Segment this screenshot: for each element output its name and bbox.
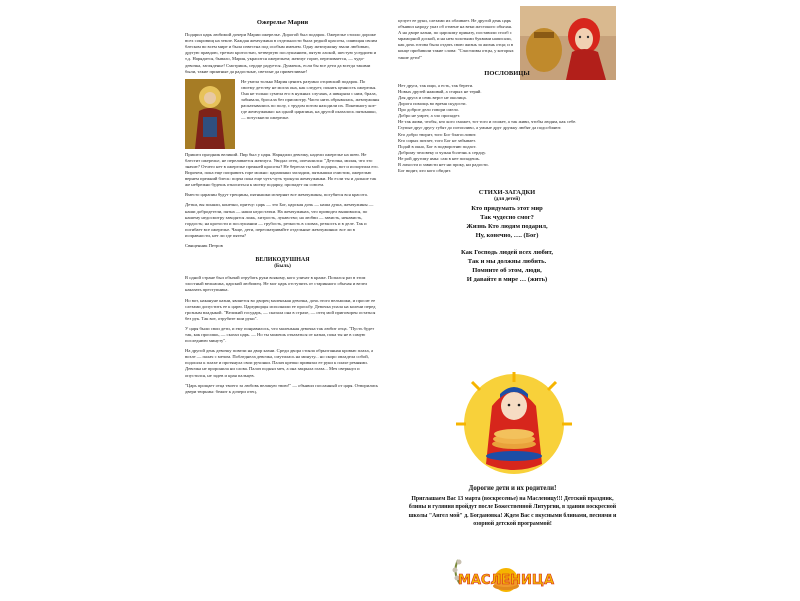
story-paragraph: В одной стране был обычай отрубать руки всякому, кого уличат в краже. Попался раз в этом злостный вельможа, царский любимец. Не мог царь отступить от старинного обычая и велел наказать преступника. <box>185 275 368 293</box>
announcement-text: Приглашаем Вас 13 марта (воскресенье) на Масленицу!!! Детский праздник, блины и гуляния пройдут после Божественной Литургии, в здании воскресной школы "Ангел мой" д. Богдановка! Ждем Вас с вкусными блинами, песнями и озорной детской программой! <box>408 496 617 527</box>
poem-line: Жизнь Кто людям подарил, <box>466 223 548 231</box>
proverb-item: Кто добро творит, того Бог благословит. <box>398 131 477 137</box>
poems-subtitle: (для детей) <box>494 196 520 203</box>
story-continuation: целует ее руки, слезами их обливает. Не другой день царь объявил народу указ об отмене на веки жестокого обычая. А на дворе казни, по царскому приказу, поставили столб с мраморной доской, и на нем золотыми буквами написали, как дочь готова была отдать свою жизнь за жизнь отца; и в конце прибавили такие слова: "Счастливы отцы, у которых такие дети!" <box>398 18 514 60</box>
proverb-item: Глупые друг другу губят до потопливо, а умные друг дружку любят да подсобляют. <box>398 125 562 131</box>
story-paragraph: "Царь прощает отца твоего за любовь великую твою!" — объявил посланный от царя. Отворились двери тюрьмы: бежит к дочери отец, <box>185 382 379 394</box>
proverb-item: Кто сирых питает, того Бог не забывает. <box>398 137 476 143</box>
story-paragraph: Пришел праздник великий. Пир был у царя. Нарядили девочку, надели ожерелье на шею. Не блестит ожерелье, не переливается жемчуга. Увидал отец, опечалился: "Деточка, милая, что это значит? Отчего нет в ожерелье прежней красоты? Не берегла ты мой подарок, вот и испортила его. Впрочем, пока еще поправить горе можно: царапинки загладим, пятнышки очистим, ожерелью вернем прежний блеск: порча пока еще чуть-чуть тронула жемчужинки. Но если ты и дальше так же небрежно будешь относиться к моему подарку, пропадет он совсем. <box>185 151 379 188</box>
poem-line: Как Господь людей всех любит, <box>460 249 553 257</box>
left-column <box>185 20 380 399</box>
proverb-item: Добро не умрет, а зло пропадет. <box>398 113 461 119</box>
logo-text: МАСЛЕНИЦА <box>457 573 555 588</box>
proverb-item: Не так живи, чтобы, кто кого сможет, тот того и гложет, а так живи, чтобы людям, как себе. <box>398 119 577 125</box>
right-column <box>398 18 616 284</box>
story-paragraph: Вместо царапин будут трещины, пятнышки исчернят все жемчужины, погубятся вся красота. <box>185 192 368 198</box>
story-paragraph: На другой день девочку повели на двор казни. Среди двора стояла обрызганная кровью плаха, а возле — палач с мечом. Побледнела девочка, смутилась на минуту... но скоро овладела собой, подошла к плахе и протянула свои ручонки. Палач крепко привязал ее руки к плахе ремнями. Девочка не проронила ни слова. Палач поднял меч, а она закрыла глаза... Меч сверкнул и опустился, не задев и края пальцев. <box>185 348 374 378</box>
maslenitsa-logo <box>442 552 570 596</box>
story-paragraph: Не умела только Мария ценить разумно отцовский подарок. По своему детству не могла она, как следует, понять ценность ожерелья. Она не только сумела его в нужных случаях, а швыряла с ним, брала, забывала, бросала без присмотру. Часто нить обрывалась, жемчужины раскатывались по полу, с трудом потом находили их. Понемногу кое-где жемчужинки: на одной царапина, на другой оказалось пятнышко, — потускнело ожерелье. <box>241 78 380 121</box>
proverb-item: Доброму человеку и чужая болезнь к сердцу. <box>398 149 486 155</box>
proverb-item: Новых друзей наживай, а старых не теряй. <box>398 88 482 94</box>
author-signature: Священник Петров <box>185 242 223 248</box>
icon-image-wrapper <box>185 79 235 149</box>
riddle-poem-1 <box>398 204 616 240</box>
riddle-poem-2 <box>398 248 616 284</box>
proverb-item: Бог видит, кто кого обидит. <box>398 168 452 174</box>
orthodox-icon-image <box>185 79 235 149</box>
story-subtitle: (Быль) <box>274 263 291 270</box>
poem-line: Ну, конечно, …. (Бог) <box>475 232 539 240</box>
poems-title: СТИХИ-ЗАГАДКИ <box>478 189 536 197</box>
announcement <box>405 485 620 528</box>
proverb-item: Дорога помощь во время скудости. <box>398 101 467 107</box>
story-paragraph: Но вот, накануне казни, является во дворец маленькая девочка, дочь этого вельможи, и просит ее слезами допустить ее к царю. Царедворцы исполнили ее просьбу. Девочка упала на колени перед грозным владыкой. "Великий государь, — сказала она в страхе, — отец мой приговорен остаться без рук. Так вот, отрубите мои руки". <box>185 297 376 321</box>
proverb-item: Про доброе дело говори смело. <box>398 107 460 113</box>
poem-line: И давайте в мире … (жить) <box>466 276 548 284</box>
story-paragraph: Подарил царь любимой дочери Марии ожерелье. Дорогой был подарок. Ожерелье стоило дороже всех сокровищ на земле. Каждая жемчужина в отдельности была редкой красоты, сияющая своим блеском во всем мире и была известна под особым именем. Одну жемчужину звали любовью, другую правдою, третью кротостью, четвертую послушанием, пятую лаской, шестую усердием и т.д. Нарядится, бывало, Мария, украсится ожерельем; жемчуг горит, переливается, — чудо-девочка, загляденье! Смотришь, сердце радуется. Думаешь, если бы все дети да всегда такими были, такие приятные да радостные, светлые да приветливые! <box>185 32 378 74</box>
proverb-item: Подай в окно, Бог в подворотню подаст. <box>398 143 477 149</box>
proverbs-title: ПОСЛОВИЦЫ <box>484 69 530 77</box>
proverb-item: Для друга и семь верст не околица. <box>398 94 467 100</box>
poem-line: Так чудесно смог? <box>480 214 534 222</box>
poem-line: Так и мы должны любить. <box>467 258 547 266</box>
proverb-item: Нет друга, так ищи, а есть, так береги. <box>398 82 474 88</box>
story-paragraph: Детки, вы поняли, конечно, притчу: царь — это Бог, царская дочь — наша душа, жемчужины — наши добродетели, пятна — наши недостатки. На жемчужинах, что провидел вышивался, по нашему недосмотру заводятся ложь, хитрость, лукавство; на любви — зависть, ненависть, гордость; на кротости и послушании — грубость, резкость в словах, резкость и в деле. Так и погибает все ожерелье. Чаще, дети, пересматривайте отдельные жемчужинки: все ли в исправности, нет ли где пятен? <box>185 202 374 238</box>
proverb-item: В лихости и зависти нет ни проку, ни радости. <box>398 161 489 167</box>
proverb-item: Не рой другому ямы: сам в нее попадешь. <box>398 155 481 161</box>
poem-line: Кто придумать этот мир <box>471 205 543 213</box>
story-title-magnanimous: ВЕЛИКОДУШНАЯ <box>255 257 310 264</box>
proverbs-list <box>398 83 616 174</box>
poem-line: Помните об этом, люди, <box>472 267 542 275</box>
matryoshka-pancakes-image <box>452 372 576 484</box>
story-paragraph: У царя были свои дети, и ему понравилось, что маленькая девочка так любит отца. "Пусть будет так, как просишь, — сказал царь. — Но ты можешь отказаться от казни, пока ты не в самую последнюю минуту". <box>185 325 375 344</box>
announcement-title: Дорогие дети и их родители! <box>468 485 557 492</box>
story-title-necklace: Ожерелье Марии <box>256 19 309 26</box>
